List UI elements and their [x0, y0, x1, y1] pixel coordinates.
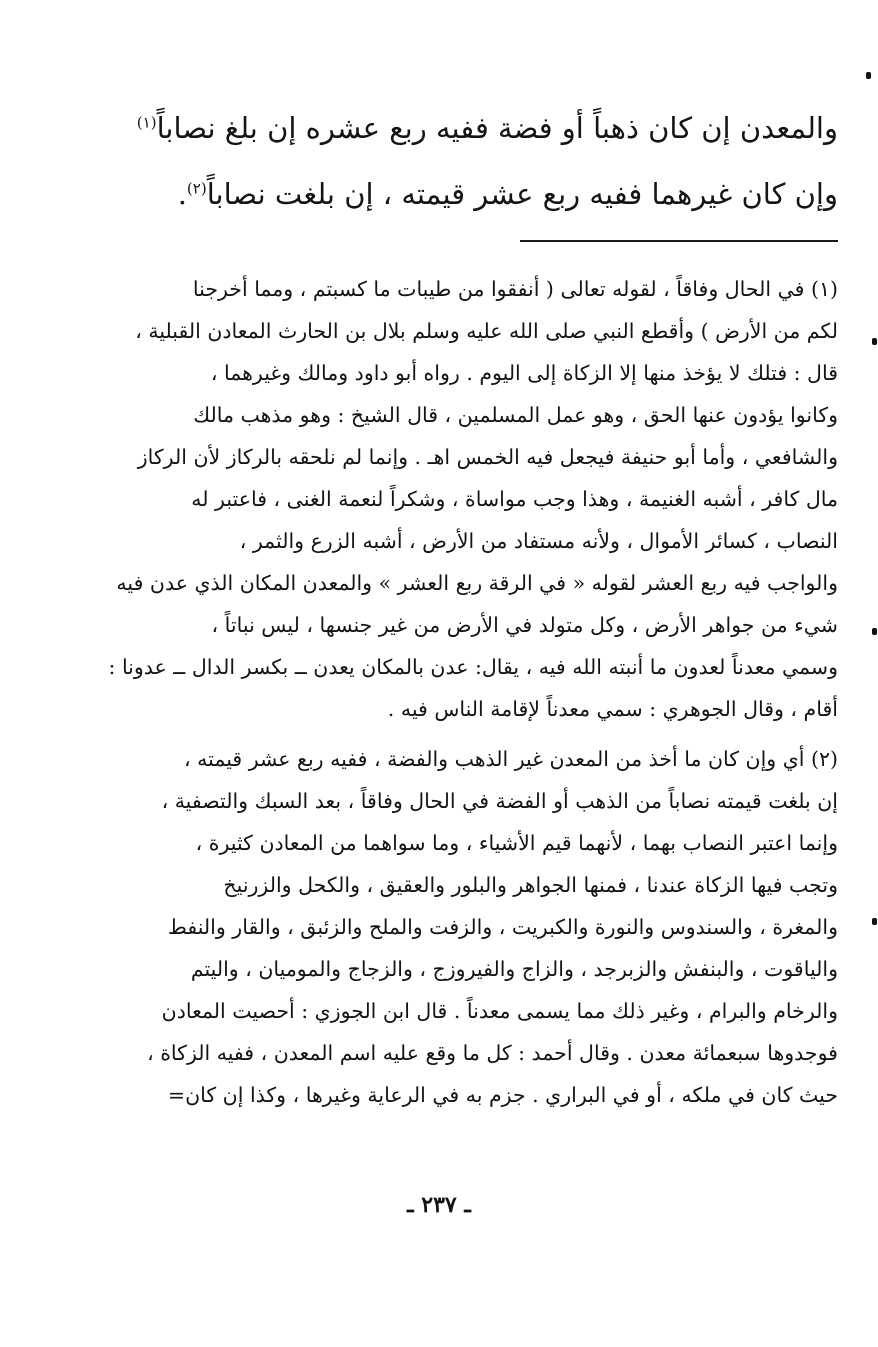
footnote-line: فوجدوها سبعمائة معدن . وقال أحمد : كل ما وقع عليه اسم المعدن ، ففيه الزكاة ، [147, 1041, 838, 1065]
footnote-line: وتجب فيها الزكاة عندنا ، فمنها الجواهر والبلور والعقيق ، والكحل والزرنيخ [223, 873, 838, 897]
footnote-line: والياقوت ، والبنفش والزبرجد ، والزاج والفيروزج ، والزجاج والموميان ، واليتم [190, 957, 838, 981]
footnotes [100, 268, 838, 1116]
footnote-1 [100, 268, 838, 730]
main-line-text: والمعدن إن كان ذهباً أو فضة ففيه ربع عشره إن بلغ نصاباً [156, 111, 838, 145]
footnote-ref-2: (٢) [186, 179, 207, 198]
page-number: ـ ٢٣٧ ـ [407, 1192, 471, 1218]
footnote-line: والواجب فيه ربع العشر لقوله « في الرقة ربع العشر » والمعدن المكان الذي عدن فيه [116, 571, 838, 595]
main-line [100, 161, 838, 227]
margin-mark-4 [872, 918, 877, 925]
footnote-line: (٢) أي وإن كان ما أخذ من المعدن غير الذهب والفضة ، ففيه ربع عشر قيمته ، [184, 747, 838, 771]
main-line [100, 95, 838, 161]
footnote-line: أقام ، وقال الجوهري : سمي معدناً لإقامة الناس فيه . [387, 697, 838, 721]
footnote-line: مال كافر ، أشبه الغنيمة ، وهذا وجب مواساة ، وشكراً لنعمة الغنى ، فاعتبر له [191, 487, 838, 511]
footnote-line: لكم من الأرض ) وأقطع النبي صلى الله عليه وسلم بلال بن الحارث المعادن القبلية ، [135, 319, 838, 343]
footnote-line: والشافعي ، وأما أبو حنيفة فيجعل فيه الخمس اهـ . وإنما لم نلحقه بالركاز لأن الركاز [137, 445, 838, 469]
main-line-text: وإن كان غيرهما ففيه ربع عشر قيمته ، إن بلغت نصاباً [206, 177, 838, 211]
footnote-line: والرخام والبرام ، وغير ذلك مما يسمى معدناً . قال ابن الجوزي : أحصيت المعادن [161, 999, 838, 1023]
footnote-line: وكانوا يؤدون عنها الحق ، وهو عمل المسلمين ، قال الشيخ : وهو مذهب مالك [193, 403, 838, 427]
footnote-line: (١) في الحال وفاقاً ، لقوله تعالى ( أنفقوا من طيبات ما كسبتم ، ومما أخرجنا [192, 277, 838, 301]
footnote-separator [520, 240, 838, 242]
end-mark: . [177, 177, 187, 211]
footnote-line: إن بلغت قيمته نصاباً من الذهب أو الفضة في الحال وفاقاً ، بعد السبك والتصفية ، [161, 789, 838, 813]
margin-mark-1 [866, 72, 871, 79]
footnote-line: وسمي معدناً لعدون ما أنبته الله فيه ، يقال: عدن بالمكان يعدن ــ بكسر الدال ــ عدونا : [108, 655, 838, 679]
footnote-line: قال : فتلك لا يؤخذ منها إلا الزكاة إلى اليوم . رواه أبو داود ومالك وغيرهما ، [210, 361, 838, 385]
footnote-line: وإنما اعتبر النصاب بهما ، لأنهما قيم الأشياء ، وما سواهما من المعادن كثيرة ، [195, 831, 838, 855]
footnote-ref-1: (١) [136, 113, 157, 132]
footnote-2 [100, 738, 838, 1116]
footnote-line: النصاب ، كسائر الأموال ، ولأنه مستفاد من الأرض ، أشبه الزرع والثمر ، [239, 529, 838, 553]
main-text [100, 95, 838, 227]
footnote-line: شيء من جواهر الأرض ، وكل متولد في الأرض من غير جنسها ، ليس نباتاً ، [211, 613, 838, 637]
footnote-line: حيث كان في ملكه ، أو في البراري . جزم به في الرعاية وغيرها ، وكذا إن كان= [167, 1083, 838, 1107]
footnote-line: والمغرة ، والسندوس والنورة والكبريت ، والزفت والملح والزئبق ، والقار والنفط [167, 915, 838, 939]
margin-mark-2 [872, 338, 877, 345]
margin-mark-3 [872, 628, 877, 635]
